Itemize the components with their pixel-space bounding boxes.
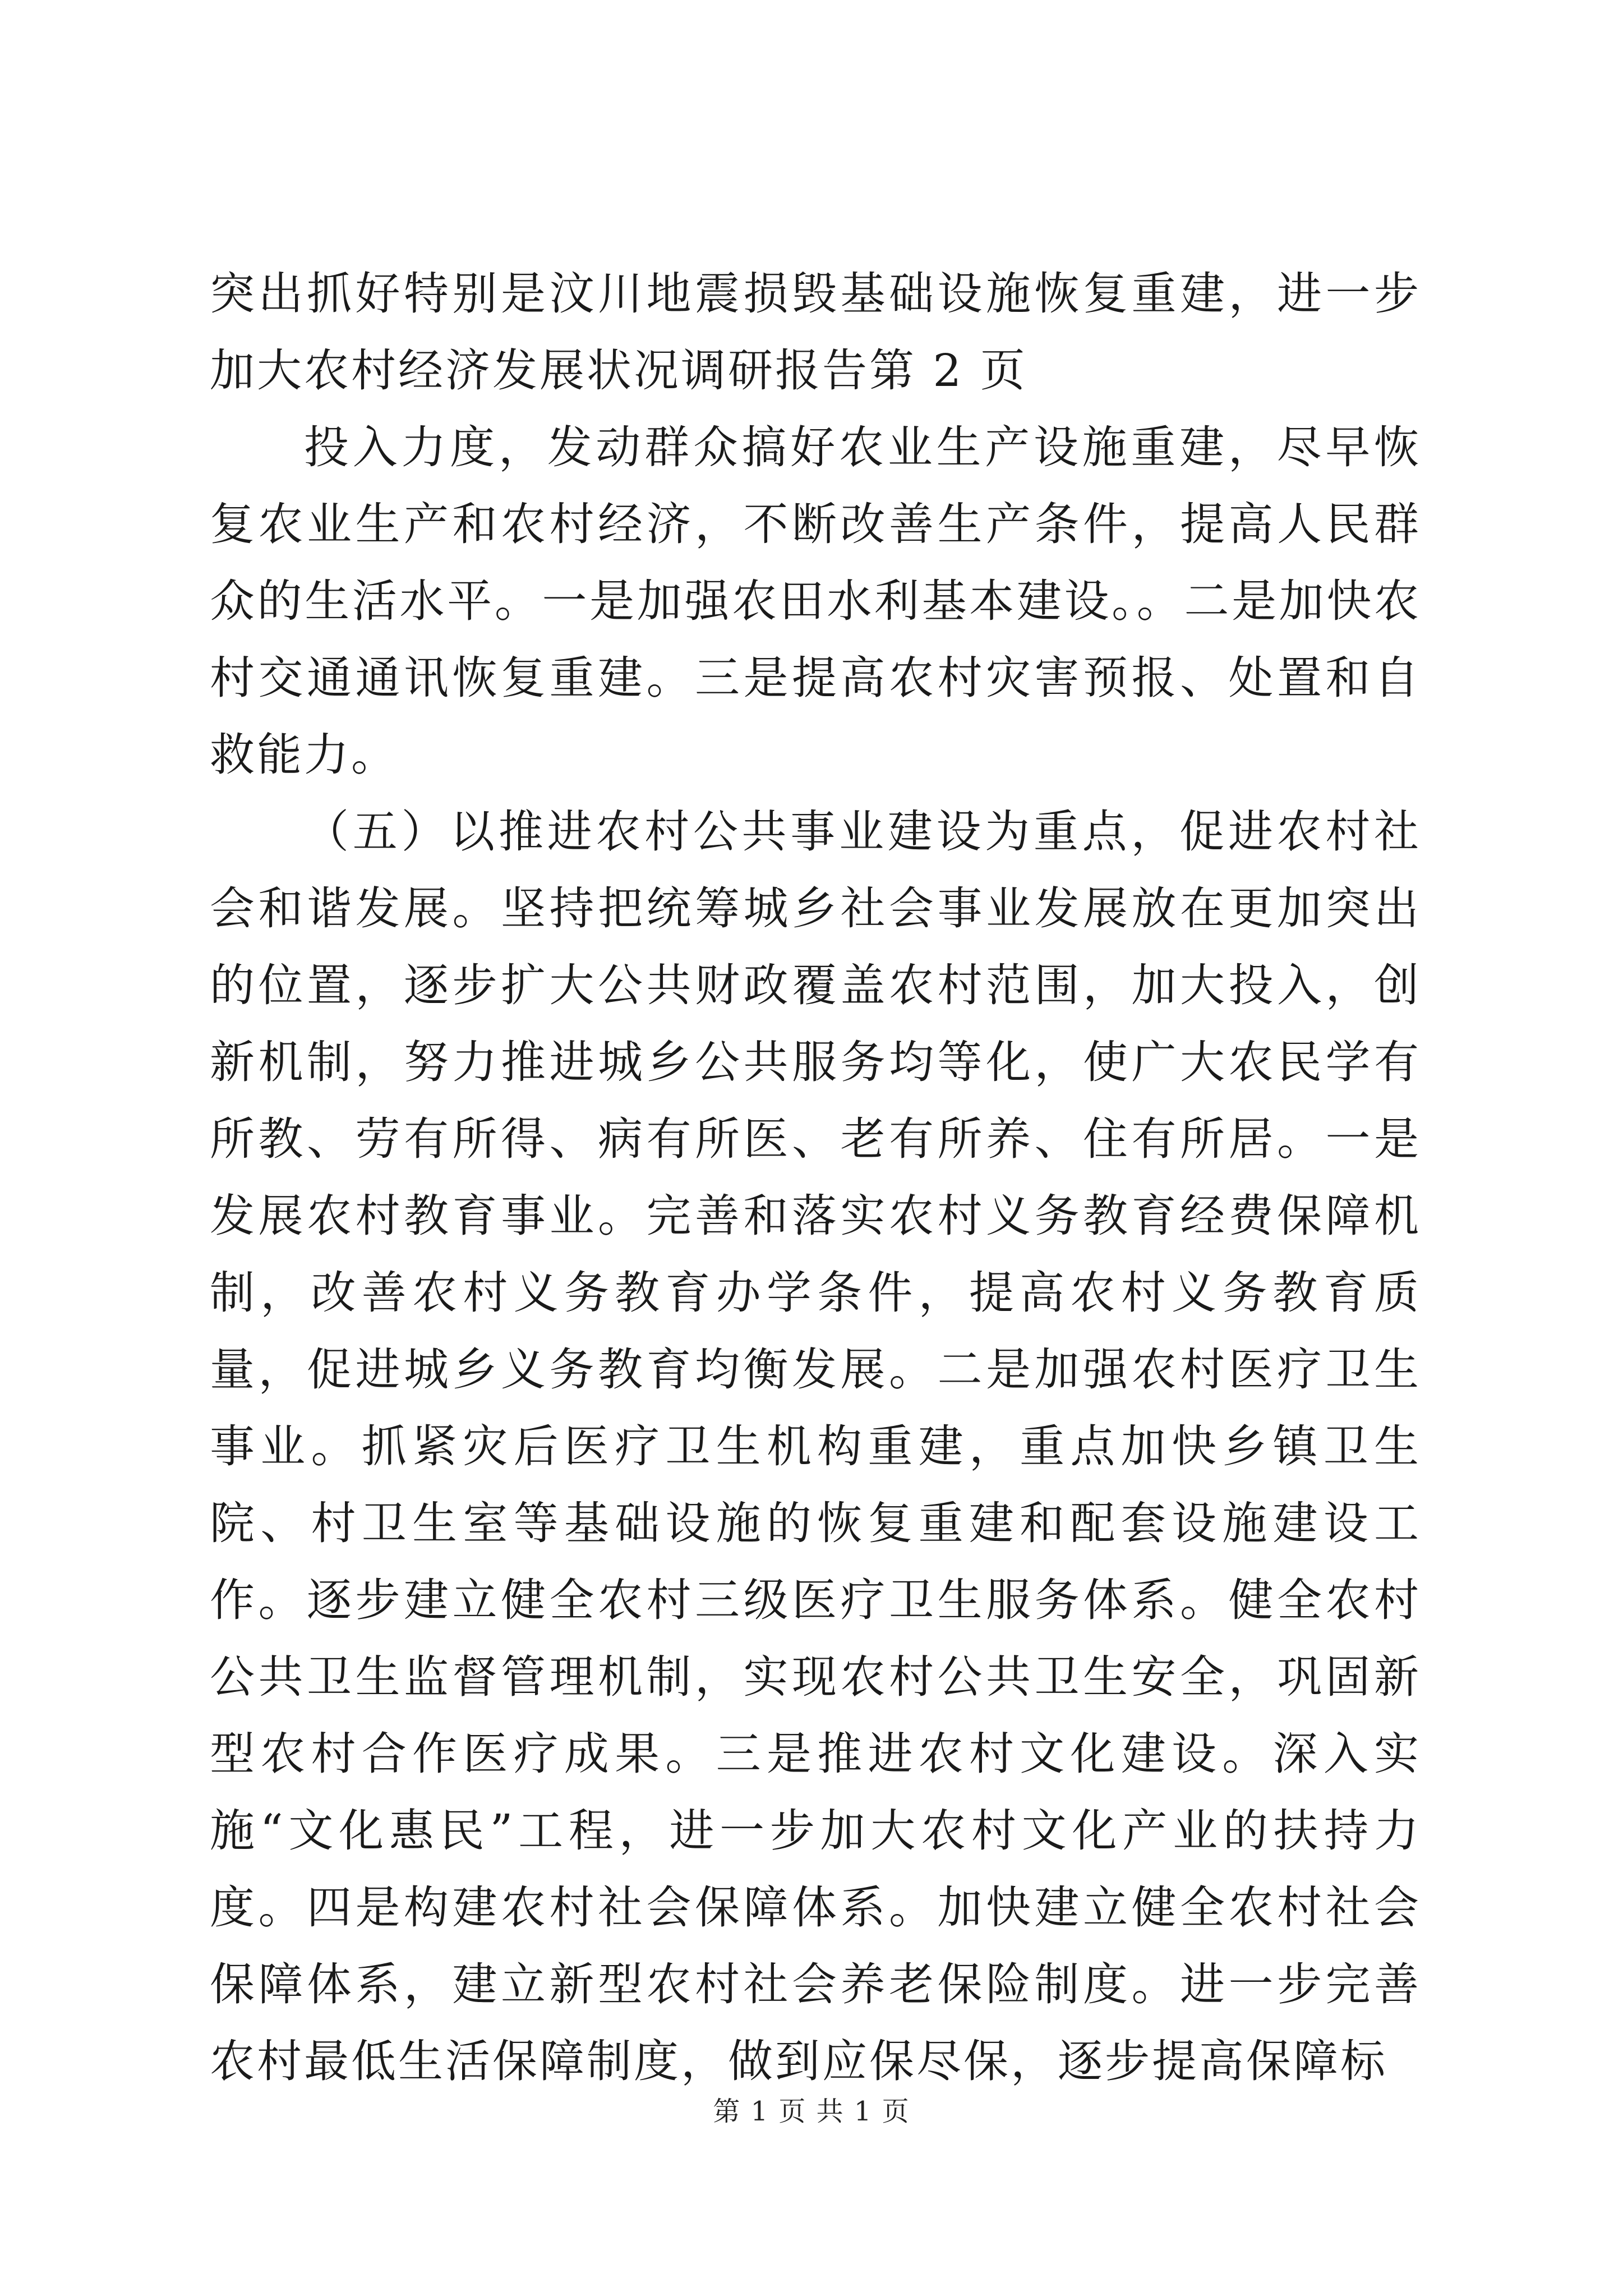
paragraph-continuation: 突出抓好特别是汶川地震损毁基础设施恢复重建，进一步加大农村经济发展状况调研报告第 2 页 (210, 268, 1421, 397)
page-number-footer: 第 1 页 共 1 页 (713, 2096, 910, 2127)
paragraph-public-services: （五）以推进农村公共事业建设为重点，促进农村社会和谐发展。坚持把统筹城乡社会事业发展放在更加突出的位置，逐步扩大公共财政覆盖农村范围，加大投入，创新机制，努力推进城乡公共服务均等化，使广大农民学有所教、劳有所得、病有所医、老有所养、住有所居。一是发展农村教育事业。完善和落实农村义务教育经费保障机制，改善农村义务教育办学条件，提高农村义务教育质量，促进城乡义务教育均衡发展。二是加强农村医疗卫生事业。抓紧灾后医疗卫生机构重建，重点加快乡镇卫生院、村卫生室等基础设施的恢复重建和配套设施建设工作。逐步建立健全农村三级医疗卫生服务体系。健全农村公共卫生监督管理机制，实现农村公共卫生安全，巩固新型农村合作医疗成果。三是推进农村文化建设。深入实施“文化惠民”工程，进一步加大农村文化产业的扶持力度。四是构建农村社会保障体系。加快建立健全农村社会保障体系，建立新型农村社会养老保险制度。进一步完善农村最低生活保障制度，做到应保尽保，逐步提高保障标 (210, 806, 1421, 2087)
paragraph-investment: 投入力度，发动群众搞好农业生产设施重建，尽早恢复农业生产和农村经济，不断改善生产条件，提高人民群众的生活水平。一是加强农田水利基本建设。。二是加快农村交通通讯恢复重建。三是提高农村灾害预报、处置和自救能力。 (210, 421, 1421, 781)
document-body (210, 255, 1421, 2100)
